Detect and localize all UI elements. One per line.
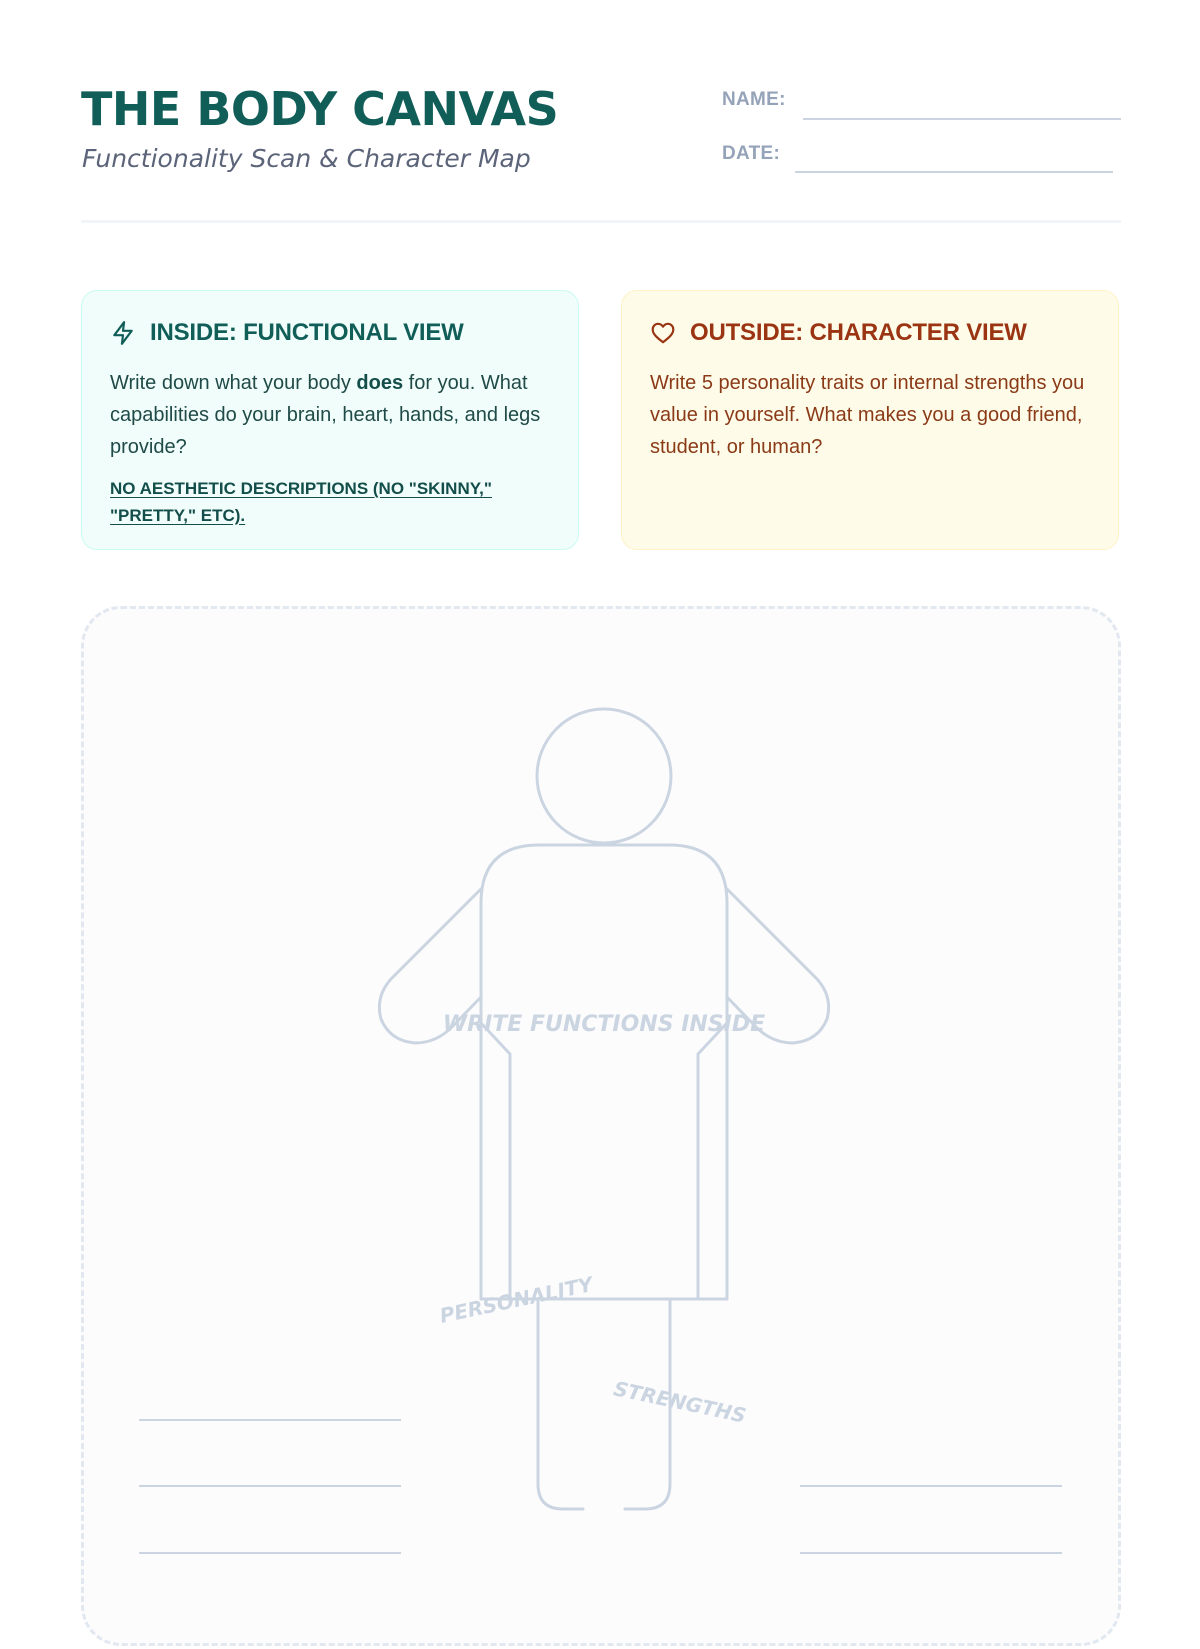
page-title: THE BODY CANVAS bbox=[81, 82, 559, 136]
inside-body-end: for you. What capabilities do your brain, heart, hands, and legs provide? bbox=[110, 372, 541, 458]
page-subtitle: Functionality Scan & Character Map bbox=[82, 144, 531, 173]
outside-character-card bbox=[621, 290, 1119, 550]
left-writing-line-1[interactable] bbox=[139, 1419, 401, 1421]
body-canvas-area[interactable] bbox=[81, 606, 1121, 1646]
outside-card-instructions: Write 5 personality traits or internal strengths you value in yourself. What makes you a good friend, student, or human? bbox=[650, 372, 1085, 458]
right-writing-line-2[interactable] bbox=[800, 1552, 1062, 1554]
date-label: DATE: bbox=[722, 143, 781, 164]
inside-body-emphasis: does bbox=[356, 372, 404, 394]
worksheet-page bbox=[81, 0, 1121, 1600]
inside-body-start: Write down what your body bbox=[110, 372, 357, 394]
inside-card-warning: NO AESTHETIC DESCRIPTIONS (NO "SKINNY," "PRETTY," ETC). bbox=[110, 479, 492, 525]
personality-label: PERSONALITY bbox=[437, 1272, 595, 1328]
right-writing-line-1[interactable] bbox=[800, 1485, 1062, 1487]
figure-waist bbox=[481, 1023, 727, 1299]
heart-icon bbox=[650, 320, 676, 346]
outside-card-title: OUTSIDE: CHARACTER VIEW bbox=[690, 319, 1027, 346]
name-field[interactable] bbox=[803, 118, 1121, 120]
inside-card-instructions bbox=[110, 367, 550, 463]
body-outline-figure bbox=[84, 609, 1124, 1649]
inside-functional-card bbox=[81, 290, 579, 550]
inside-card-title: INSIDE: FUNCTIONAL VIEW bbox=[150, 319, 464, 346]
strengths-label: STRENGTHS bbox=[611, 1376, 749, 1428]
figure-label: WRITE FUNCTIONS INSIDE bbox=[442, 1012, 766, 1037]
name-label: NAME: bbox=[722, 89, 786, 110]
figure-head bbox=[537, 709, 671, 843]
lightning-bolt-icon bbox=[110, 320, 136, 346]
date-field[interactable] bbox=[795, 171, 1113, 173]
left-writing-line-2[interactable] bbox=[139, 1485, 401, 1487]
left-writing-line-3[interactable] bbox=[139, 1552, 401, 1554]
header-divider bbox=[81, 220, 1121, 223]
